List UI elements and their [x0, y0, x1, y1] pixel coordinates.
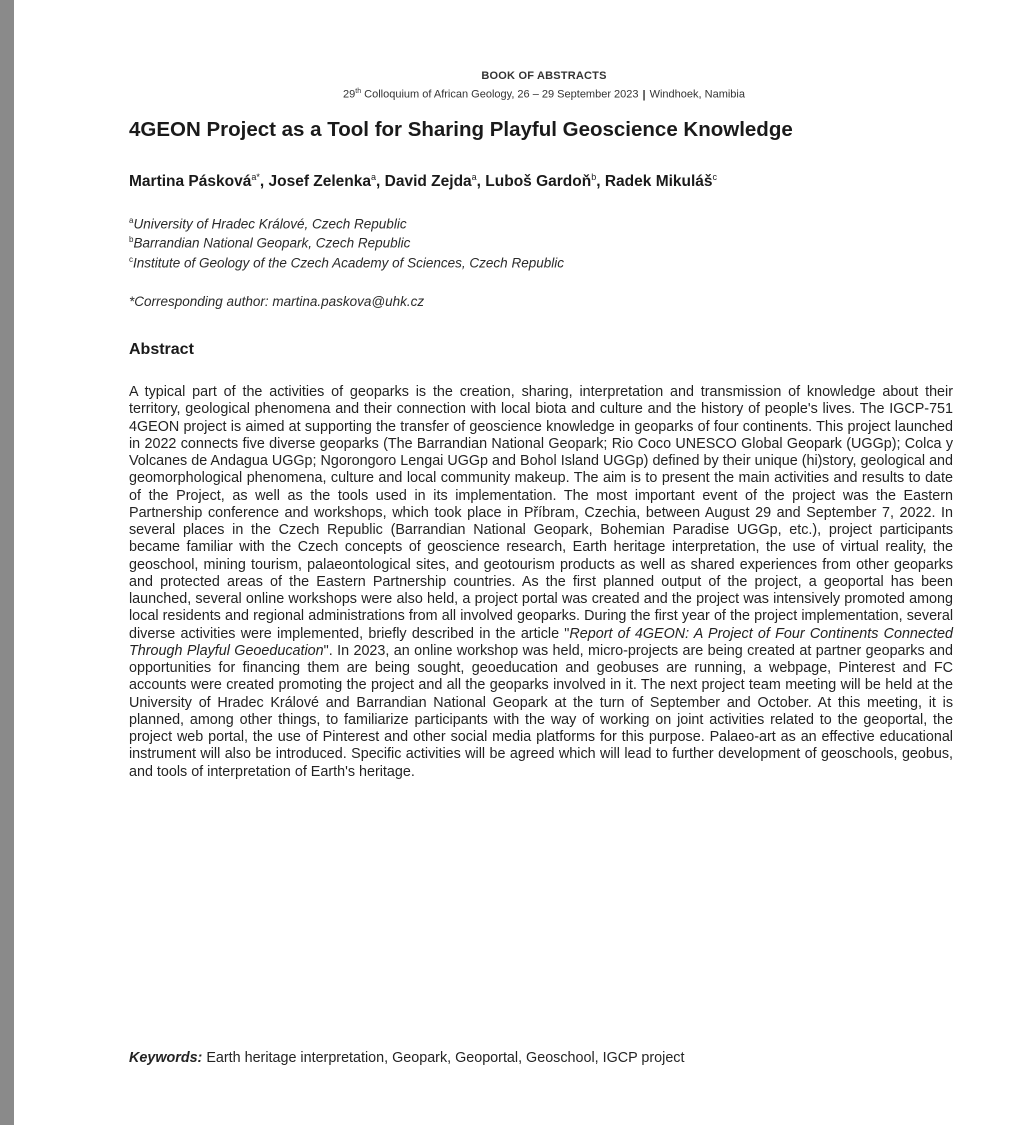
colloquium-location: Windhoek, Namibia: [649, 88, 745, 101]
keywords-label: Keywords:: [129, 1050, 203, 1066]
author-separator: ,: [476, 173, 486, 191]
colloquium-name-dates: Colloquium of African Geology, 26 – 29 September 2023: [361, 88, 639, 101]
cited-article-title: Report of 4GEON: A Project of Four Continents Connected Through Playful Geoeducation: [129, 625, 953, 659]
affiliation-mark: a: [129, 216, 134, 225]
colloquium-ordinal: th: [355, 88, 362, 95]
book-of-abstracts-header: BOOK OF ABSTRACTS: [481, 70, 607, 82]
affiliation-c: [129, 255, 929, 271]
keywords-text: Earth heritage interpretation, Geopark, Geoportal, Geoschool, IGCP project: [202, 1050, 685, 1066]
affiliation-text: University of Hradec Králové, Czech Republic: [133, 216, 407, 232]
affiliation-text: Barrandian National Geopark, Czech Republic: [133, 235, 411, 251]
author-affiliation-mark: a: [371, 172, 377, 182]
author-separator: ,: [596, 173, 605, 191]
abstract-text-part1: A typical part of the activities of geoparks is the creation, sharing, interpretation and transmission of knowledge about their territory, geological phenomena and their connection with local biota and culture and the history of people's lives. The IGCP-751 4GEON project is aimed at supporting the transfer of geoscience knowledge in geoparks of four continents. This project launched in 2022 connects five diverse geoparks (The Barrandian National Geopark; Rio Coco UNESCO Global Geopark (UGGp); Colca y Volcanes de Andagua UGGp; Ngorongoro Lengai UGGp and Bohol Island UGGp) defined by their unique (hi)story, geological and geomorphological phenomena, culture and local community makeup. The aim is to present the main activities and results to date of the Project, as well as the tools used in its implementation. The most important event of the project was the Eastern Partnership conference and workshops, which took place in Příbram, Czechia, between August 29 and September 7, 2022. In several places in the Czech Republic (Barrandian National Geopark, Bohemian Paradise UGGp, etc.), project participants became familiar with the Czech concepts of geoscience research, Earth heritage interpretation, the use of virtual reality, the geoschool, mining tourism, palaeontological sites, and geotourism products as well as shared experiences from other geoparks and protected areas of the Eastern Partnership countries. As the first planned output of the project, a geoportal has been launched, several online workshops were also held, a project portal was created and the project was intensively promoted among local residents and regional administrations from all involved geoparks. During the first year of the project implementation, several diverse activities were implemented, briefly described in the article ": [129, 384, 953, 642]
author-affiliation-mark: c: [712, 172, 718, 182]
author-affiliation-mark: b: [591, 172, 597, 182]
author-name: Luboš Gardoň: [485, 173, 592, 191]
author-name: David Zejda: [384, 173, 472, 191]
paper-title: 4GEON Project as a Tool for Sharing Playful Geoscience Knowledge: [129, 118, 793, 141]
header-separator: |: [642, 88, 646, 101]
keywords-line: [129, 1050, 953, 1066]
colloquium-number: 29: [343, 88, 356, 101]
author-affiliation-mark: a: [471, 172, 477, 182]
author-separator: ,: [259, 173, 269, 191]
author-list: [129, 172, 989, 191]
author-name: Radek Mikuláš: [604, 173, 713, 191]
author-name: Martina Pásková: [129, 173, 252, 191]
affiliation-mark: c: [129, 255, 133, 264]
colloquium-subheader: [164, 88, 924, 101]
affiliation-a: [129, 216, 929, 232]
affiliation-text: Institute of Geology of the Czech Academy of Sciences, Czech Republic: [133, 255, 564, 271]
author-name: Josef Zelenka: [268, 173, 372, 191]
abstract-heading: Abstract: [129, 341, 194, 358]
affiliation-mark: b: [129, 235, 134, 244]
document-page: [14, 0, 1024, 1125]
corresponding-author: *Corresponding author: martina.paskova@uhk.cz: [129, 294, 425, 309]
abstract-body: [129, 384, 953, 781]
abstract-text-part2: ". In 2023, an online workshop was held, micro-projects are being created at partner geoparks and opportunities for financing them are being sought, geoeducation and geobuses are running, a webpage, Pinterest and FC accounts were created promoting the project and all the geoparks involved in it. The next project team meeting will be held at the University of Hradec Králové and Barrandian National Geopark at the turn of September and October. At this meeting, it is planned, among other things, to familiarize participants with the way of working on joint activities related to the geoportal, the project web portal, the use of Pinterest and other social media platforms for this purpose. Palaeo-art as an effective educational instrument will also be introduced. Specific activities will be agreed which will lead to further development of geoschools, geobus, and tools of interpretation of Earth's heritage.: [129, 642, 953, 780]
author-separator: ,: [376, 173, 385, 191]
affiliation-b: [129, 235, 929, 251]
author-affiliation-mark: a*: [251, 172, 260, 182]
viewer-left-border: [0, 0, 14, 1125]
